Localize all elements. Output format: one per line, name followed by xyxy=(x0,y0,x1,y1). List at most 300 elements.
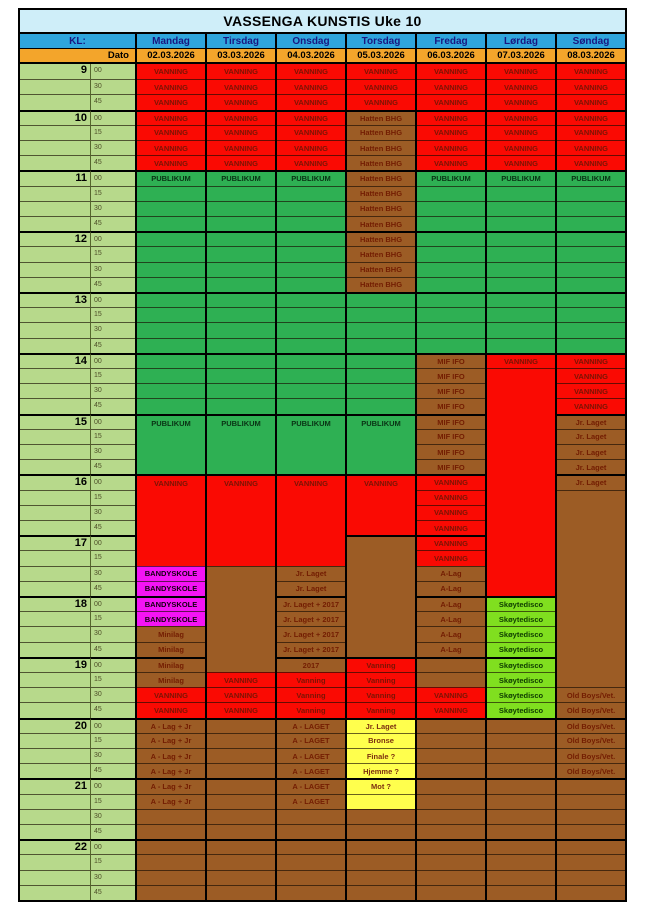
time-hour-cell: 9 xyxy=(80,64,87,76)
schedule-cell: PUBLIKUM xyxy=(207,170,275,185)
schedule-cell: Minilag xyxy=(137,657,205,672)
schedule-cell xyxy=(487,322,555,337)
time-minute-cell: 45 xyxy=(90,520,135,535)
schedule-cell xyxy=(207,322,275,337)
schedule-cell xyxy=(347,794,415,809)
weekday-header-row xyxy=(20,34,625,49)
schedule-cell xyxy=(557,794,625,809)
schedule-cell xyxy=(277,216,345,231)
time-minute-cell: 15 xyxy=(90,125,135,140)
schedule-cell xyxy=(557,778,625,793)
schedule-cell: Minilag xyxy=(137,672,205,687)
time-hour-cell xyxy=(20,870,90,885)
schedule-cell: VANNING xyxy=(207,702,275,717)
schedule-cell: VANNING xyxy=(557,110,625,125)
schedule-cell: BANDYSKOLE xyxy=(137,566,205,581)
schedule-cell: MIF IFO xyxy=(417,398,485,413)
schedule-cell: VANNING xyxy=(417,687,485,702)
schedule-cell: PUBLIKUM xyxy=(277,170,345,185)
day-column-tirsdag xyxy=(205,64,275,900)
time-minute-cell: 15 xyxy=(90,672,135,687)
schedule-cell: Jr. Laget + 2017 xyxy=(277,642,345,657)
schedule-cell xyxy=(487,809,555,824)
schedule-cell: VANNING xyxy=(487,110,555,125)
schedule-cell xyxy=(417,778,485,793)
schedule-cell: Jr. Laget xyxy=(277,566,345,581)
time-hour-cell xyxy=(20,322,90,337)
time-hour-cell xyxy=(20,611,90,626)
schedule-cell: Skøytedisco xyxy=(487,596,555,611)
schedule-cell xyxy=(137,307,205,322)
schedule-cell xyxy=(347,383,415,398)
schedule-cell xyxy=(137,231,205,246)
schedule-cell: A-Lag xyxy=(417,596,485,611)
schedule-cell: Skøytedisco xyxy=(487,626,555,641)
schedule-cell xyxy=(207,277,275,292)
time-hour-cell xyxy=(20,429,90,444)
schedule-cell xyxy=(137,870,205,885)
schedule-block xyxy=(137,474,205,565)
time-minute-cell: 30 xyxy=(90,444,135,459)
schedule-cell xyxy=(137,824,205,839)
schedule-cell: VANNING xyxy=(557,125,625,140)
schedule-cell: Mot ? xyxy=(347,778,415,793)
schedule-cell xyxy=(207,231,275,246)
schedule-cell: VANNING xyxy=(277,140,345,155)
schedule-cell: Skøytedisco xyxy=(487,657,555,672)
day-column-torsdag xyxy=(345,64,415,900)
schedule-cell xyxy=(277,398,345,413)
schedule-cell xyxy=(347,824,415,839)
schedule-cell: A - Lag + Jr xyxy=(137,778,205,793)
schedule-cell xyxy=(277,277,345,292)
schedule-cell: MIF IFO xyxy=(417,353,485,368)
schedule-cell xyxy=(487,216,555,231)
time-hour-cell: 11 xyxy=(20,170,90,185)
schedule-cell xyxy=(487,794,555,809)
schedule-cell xyxy=(487,262,555,277)
schedule-block xyxy=(277,414,345,475)
time-hour-cell xyxy=(20,368,90,383)
schedule-cell xyxy=(487,277,555,292)
schedule-cell: Skøytedisco xyxy=(487,702,555,717)
schedule-cell: VANNING xyxy=(207,110,275,125)
schedule-cell: MIF IFO xyxy=(417,459,485,474)
schedule-block xyxy=(207,474,275,565)
schedule-cell xyxy=(487,763,555,778)
schedule-cell: Vanning xyxy=(277,702,345,717)
schedule-cell xyxy=(417,839,485,854)
schedule-cell xyxy=(137,262,205,277)
schedule-cell xyxy=(347,398,415,413)
schedule-cell xyxy=(277,368,345,383)
time-hour-cell: 15 xyxy=(20,414,90,429)
schedule-cell: MIF IFO xyxy=(417,444,485,459)
schedule-cell xyxy=(557,292,625,307)
time-hour-cell xyxy=(20,626,90,641)
schedule-cell: VANNING xyxy=(277,64,345,79)
schedule-cell: VANNING xyxy=(417,110,485,125)
time-hour-cell xyxy=(20,186,90,201)
schedule-cell xyxy=(137,322,205,337)
time-minute-cell: 30 xyxy=(90,809,135,824)
schedule-cell xyxy=(277,322,345,337)
schedule-cell: A - LAGET xyxy=(277,794,345,809)
schedule-cell: VANNING xyxy=(137,79,205,94)
schedule-cell xyxy=(207,186,275,201)
schedule-cell xyxy=(487,778,555,793)
schedule-cell xyxy=(277,824,345,839)
schedule-cell: Skøytedisco xyxy=(487,611,555,626)
schedule-cell xyxy=(207,839,275,854)
schedule-block xyxy=(487,368,555,596)
schedule-cell xyxy=(277,292,345,307)
schedule-cell xyxy=(347,870,415,885)
schedule-cell xyxy=(417,292,485,307)
schedule-cell xyxy=(207,794,275,809)
schedule-cell: Finale ? xyxy=(347,748,415,763)
time-minute-cell: 45 xyxy=(90,824,135,839)
schedule-cell: VANNING xyxy=(347,94,415,109)
date-cell-7: 08.03.2026 xyxy=(555,49,625,62)
schedule-cell xyxy=(417,216,485,231)
schedule-cell: VANNING xyxy=(207,140,275,155)
schedule-cell xyxy=(487,854,555,869)
schedule-cell: PUBLIKUM xyxy=(417,170,485,185)
schedule-cell: VANNING xyxy=(557,94,625,109)
schedule-cell: Jr. Laget xyxy=(557,474,625,489)
schedule-cell xyxy=(557,322,625,337)
time-minute-cell: 30 xyxy=(90,262,135,277)
time-minute-cell: 00 xyxy=(90,353,135,368)
time-minute-cell: 00 xyxy=(90,110,135,125)
schedule-cell xyxy=(417,794,485,809)
time-hour-cell xyxy=(20,824,90,839)
schedule-cell xyxy=(487,201,555,216)
schedule-cell xyxy=(207,763,275,778)
schedule-cell: VANNING xyxy=(347,64,415,79)
time-minute-cell: 00 xyxy=(90,64,135,79)
schedule-cell xyxy=(557,186,625,201)
schedule-cell xyxy=(207,824,275,839)
schedule-cell xyxy=(417,870,485,885)
schedule-cell xyxy=(277,809,345,824)
schedule-cell: VANNING xyxy=(207,687,275,702)
schedule-cell: MIF IFO xyxy=(417,414,485,429)
schedule-cell: VANNING xyxy=(207,64,275,79)
schedule-cell: VANNING xyxy=(137,110,205,125)
schedule-cell xyxy=(557,262,625,277)
schedule-cell: VANNING xyxy=(277,79,345,94)
time-hour-cell xyxy=(20,794,90,809)
schedule-cell: Hatten BHG xyxy=(347,277,415,292)
schedule-cell: Old Boys/Vet. xyxy=(557,733,625,748)
schedule-cell: VANNING xyxy=(417,490,485,505)
schedule-block-label: VANNING xyxy=(153,479,189,489)
schedule-cell xyxy=(347,368,415,383)
time-hour-cell xyxy=(20,702,90,717)
time-minute-cell: 45 xyxy=(90,763,135,778)
schedule-cell xyxy=(277,246,345,261)
dato-label-cell: Dato xyxy=(107,50,129,61)
schedule-cell xyxy=(487,186,555,201)
time-minute-cell: 30 xyxy=(90,383,135,398)
schedule-cell: Hatten BHG xyxy=(347,201,415,216)
schedule-cell xyxy=(207,870,275,885)
schedule-cell xyxy=(487,748,555,763)
date-cell-6: 07.03.2026 xyxy=(485,49,555,62)
schedule-cell xyxy=(137,854,205,869)
schedule-cell xyxy=(557,201,625,216)
date-cell-3: 04.03.2026 xyxy=(275,49,345,62)
schedule-cell: BANDYSKOLE xyxy=(137,611,205,626)
day-header-6: Lørdag xyxy=(485,34,555,48)
schedule-cell: VANNING xyxy=(417,520,485,535)
schedule-cell xyxy=(417,824,485,839)
schedule-cell xyxy=(417,854,485,869)
date-cell-2: 03.03.2026 xyxy=(205,49,275,62)
schedule-cell: Vanning xyxy=(277,672,345,687)
schedule-cell: VANNING xyxy=(277,125,345,140)
schedule-block-label: VANNING xyxy=(293,479,329,489)
schedule-cell xyxy=(277,186,345,201)
schedule-cell: BANDYSKOLE xyxy=(137,596,205,611)
time-minute-cell: 15 xyxy=(90,186,135,201)
schedule-block xyxy=(207,414,275,475)
schedule-cell: VANNING xyxy=(207,94,275,109)
schedule-cell xyxy=(207,246,275,261)
date-cell-5: 06.03.2026 xyxy=(415,49,485,62)
schedule-cell xyxy=(557,870,625,885)
schedule-cell: VANNING xyxy=(487,155,555,170)
time-minute-cell: 45 xyxy=(90,642,135,657)
schedule-cell: Jr. Laget + 2017 xyxy=(277,611,345,626)
schedule-cell: VANNING xyxy=(207,155,275,170)
time-minute-cell: 15 xyxy=(90,307,135,322)
schedule-cell: A - Lag + Jr xyxy=(137,794,205,809)
schedule-cell xyxy=(207,748,275,763)
schedule-cell: Old Boys/Vet. xyxy=(557,763,625,778)
schedule-cell: VANNING xyxy=(417,505,485,520)
time-hour-cell xyxy=(20,520,90,535)
schedule-cell: A - Lag + Jr xyxy=(137,748,205,763)
schedule-cell: A - LAGET xyxy=(277,718,345,733)
schedule-cell: Hatten BHG xyxy=(347,186,415,201)
schedule-cell xyxy=(557,277,625,292)
schedule-cell xyxy=(277,201,345,216)
kl-header-cell: KL: xyxy=(69,35,86,47)
schedule-cell xyxy=(347,322,415,337)
schedule-cell xyxy=(417,748,485,763)
schedule-cell: PUBLIKUM xyxy=(487,170,555,185)
time-hour-cell: 21 xyxy=(20,778,90,793)
schedule-cell: A-Lag xyxy=(417,611,485,626)
schedule-cell: PUBLIKUM xyxy=(137,170,205,185)
day-column-onsdag xyxy=(275,64,345,900)
schedule-cell: VANNING xyxy=(487,140,555,155)
day-header-7: Søndag xyxy=(555,34,625,48)
time-minute-cell: 00 xyxy=(90,231,135,246)
schedule-cell: Hatten BHG xyxy=(347,140,415,155)
schedule-cell xyxy=(557,246,625,261)
schedule-cell xyxy=(207,368,275,383)
schedule-cell xyxy=(557,824,625,839)
date-cell-1: 02.03.2026 xyxy=(135,49,205,62)
time-hour-cell xyxy=(20,459,90,474)
time-hour-cell xyxy=(20,201,90,216)
schedule-cell xyxy=(277,338,345,353)
time-minute-cell: 00 xyxy=(90,778,135,793)
schedule-cell xyxy=(417,763,485,778)
schedule-block xyxy=(207,566,275,672)
schedule-cell: VANNING xyxy=(137,687,205,702)
schedule-cell: VANNING xyxy=(487,353,555,368)
schedule-cell: A - LAGET xyxy=(277,778,345,793)
schedule-cell: VANNING xyxy=(137,64,205,79)
time-minute-cell: 45 xyxy=(90,94,135,109)
schedule-cell: Old Boys/Vet. xyxy=(557,687,625,702)
schedule-cell: VANNING xyxy=(557,368,625,383)
schedule-block xyxy=(557,490,625,688)
time-minute-cell: 45 xyxy=(90,581,135,596)
day-header-4: Torsdag xyxy=(345,34,415,48)
day-header-2: Tirsdag xyxy=(205,34,275,48)
schedule-cell: Hatten BHG xyxy=(347,246,415,261)
schedule-cell: Hjemme ? xyxy=(347,763,415,778)
schedule-cell xyxy=(347,307,415,322)
schedule-cell xyxy=(417,338,485,353)
schedule-cell: 2017 xyxy=(277,657,345,672)
time-hour-cell: 10 xyxy=(20,110,90,125)
time-minute-cell: 00 xyxy=(90,839,135,854)
schedule-cell: Jr. Laget xyxy=(347,718,415,733)
time-hour-cell xyxy=(20,155,90,170)
schedule-block-label: VANNING xyxy=(363,479,399,489)
time-hour-cell xyxy=(20,566,90,581)
schedule-cell: Jr. Laget xyxy=(557,429,625,444)
time-hour-cell xyxy=(20,809,90,824)
schedule-cell xyxy=(487,839,555,854)
schedule-cell: VANNING xyxy=(487,79,555,94)
time-minute-cell: 30 xyxy=(90,322,135,337)
schedule-cell: Minilag xyxy=(137,626,205,641)
schedule-cell: Skøytedisco xyxy=(487,642,555,657)
time-minute-cell: 15 xyxy=(90,550,135,565)
schedule-cell: Vanning xyxy=(347,672,415,687)
time-hour-cell xyxy=(20,687,90,702)
schedule-cell xyxy=(557,338,625,353)
schedule-cell xyxy=(137,383,205,398)
schedule-cell xyxy=(487,231,555,246)
schedule-cell: A - LAGET xyxy=(277,733,345,748)
time-minute-cell: 45 xyxy=(90,155,135,170)
time-hour-cell: 17 xyxy=(20,535,90,550)
schedule-cell xyxy=(417,307,485,322)
time-hour-cell xyxy=(20,262,90,277)
day-column-lørdag xyxy=(485,64,555,900)
time-hour-cell xyxy=(20,854,90,869)
time-hour-cell xyxy=(20,216,90,231)
schedule-cell: A - Lag + Jr xyxy=(137,733,205,748)
schedule-cell: Hatten BHG xyxy=(347,216,415,231)
schedule-cell: VANNING xyxy=(137,140,205,155)
schedule-cell: Hatten BHG xyxy=(347,125,415,140)
schedule-cell: VANNING xyxy=(137,155,205,170)
schedule-cell: MIF IFO xyxy=(417,368,485,383)
time-hour-cell xyxy=(20,763,90,778)
schedule-cell xyxy=(417,809,485,824)
schedule-cell: VANNING xyxy=(417,550,485,565)
time-hour-cell xyxy=(20,383,90,398)
schedule-cell xyxy=(207,216,275,231)
time-minute-cell: 30 xyxy=(90,626,135,641)
schedule-cell xyxy=(277,870,345,885)
day-header-5: Fredag xyxy=(415,34,485,48)
schedule-block xyxy=(347,535,415,657)
schedule-cell: Jr. Laget xyxy=(557,444,625,459)
schedule-cell xyxy=(487,824,555,839)
schedule-cell xyxy=(137,292,205,307)
time-hour-cell: 13 xyxy=(20,292,90,307)
schedule-cell: A - Lag + Jr xyxy=(137,718,205,733)
date-header-row xyxy=(20,49,625,64)
time-hour-cell xyxy=(20,140,90,155)
schedule-cell: Minilag xyxy=(137,642,205,657)
time-minute-cell: 30 xyxy=(90,140,135,155)
schedule-cell xyxy=(417,186,485,201)
time-minute-cell: 00 xyxy=(90,657,135,672)
schedule-cell: PUBLIKUM xyxy=(557,170,625,185)
schedule-cell: VANNING xyxy=(417,474,485,489)
schedule-cell: VANNING xyxy=(557,64,625,79)
time-hour-cell xyxy=(20,79,90,94)
schedule-cell: Old Boys/Vet. xyxy=(557,748,625,763)
time-minute-cell: 15 xyxy=(90,490,135,505)
date-cell-4: 05.03.2026 xyxy=(345,49,415,62)
time-hour-cell: 18 xyxy=(20,596,90,611)
time-hour-cell xyxy=(20,642,90,657)
schedule-cell xyxy=(557,307,625,322)
day-header-3: Onsdag xyxy=(275,34,345,48)
schedule-cell xyxy=(417,718,485,733)
schedule-cell: VANNING xyxy=(557,79,625,94)
schedule-cell xyxy=(417,322,485,337)
schedule-cell xyxy=(207,383,275,398)
time-hour-cell: 20 xyxy=(20,718,90,733)
schedule-block xyxy=(137,414,205,475)
schedule-cell xyxy=(557,216,625,231)
schedule-cell: Vanning xyxy=(347,687,415,702)
schedule-block-label: PUBLIKUM xyxy=(361,418,401,428)
schedule-cell: VANNING xyxy=(277,94,345,109)
schedule-cell xyxy=(207,262,275,277)
schedule-cell xyxy=(137,353,205,368)
schedule-cell: Old Boys/Vet. xyxy=(557,718,625,733)
day-column-søndag xyxy=(555,64,625,900)
schedule-cell xyxy=(207,778,275,793)
time-hour-cell xyxy=(20,246,90,261)
schedule-cell: VANNING xyxy=(487,64,555,79)
day-header-1: Mandag xyxy=(135,34,205,48)
schedule-cell: VANNING xyxy=(417,140,485,155)
schedule-cell: VANNING xyxy=(277,155,345,170)
schedule-cell: A-Lag xyxy=(417,642,485,657)
time-minute-cell: 00 xyxy=(90,535,135,550)
time-hour-cell: 12 xyxy=(20,231,90,246)
schedule-cell: Vanning xyxy=(277,687,345,702)
schedule-cell xyxy=(417,672,485,687)
time-minute-cell: 45 xyxy=(90,338,135,353)
